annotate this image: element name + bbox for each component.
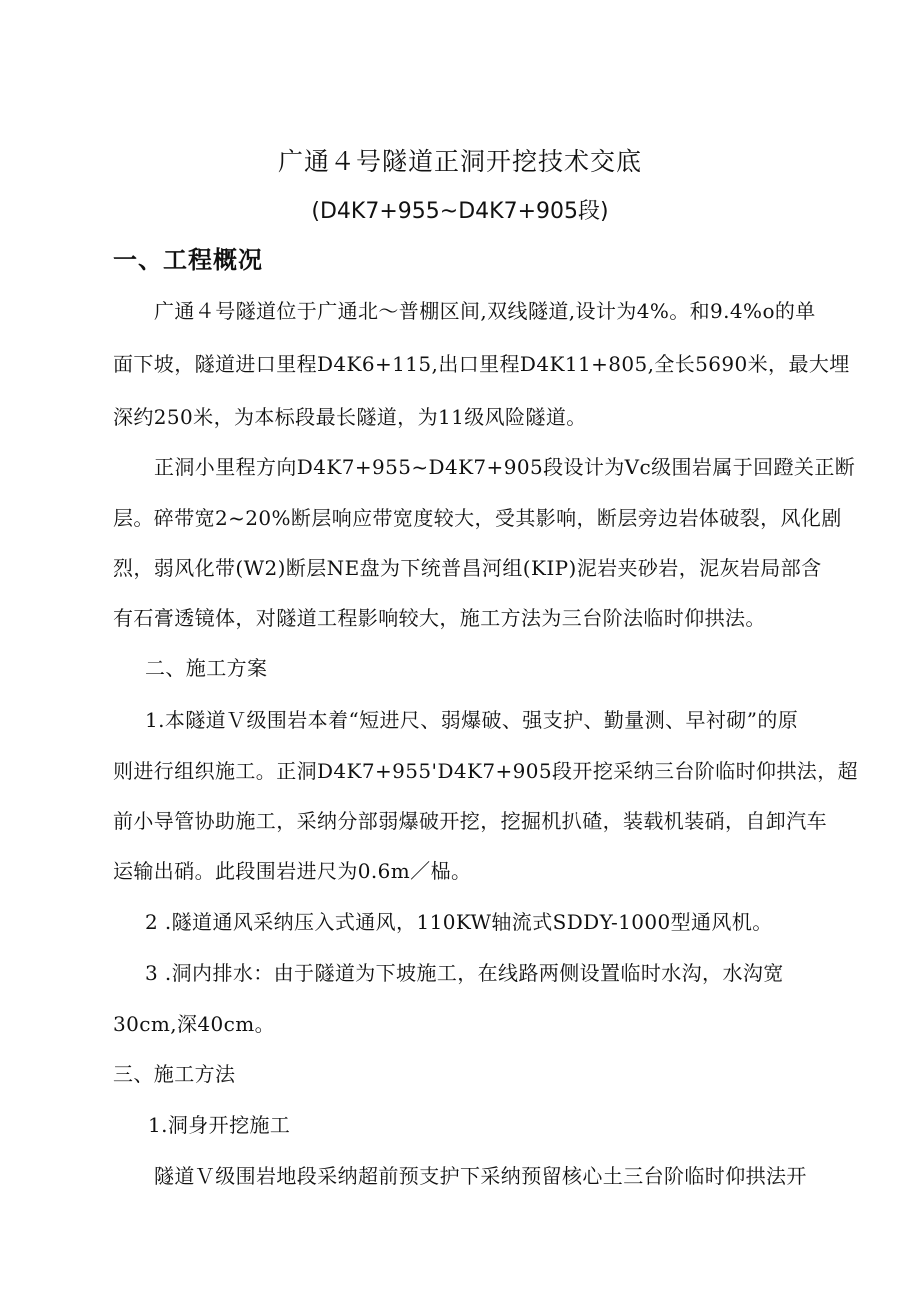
paragraph-line: 面下坡，隧道进口里程D4K6+115,出口里程D4K11+805,全长5690米，最大埋: [113, 352, 850, 376]
list-item-line: 则进行组织施工。正洞D4K7+955'D4K7+905段开挖采纳三台阶临时仰拱法，超: [113, 759, 859, 783]
list-item-line: 2 .隧道通风采纳压入式通风，110KW轴流式SDDY-1000型通风机。: [145, 910, 773, 934]
document-subtitle: (D4K7+955~D4K7+905段): [311, 199, 609, 224]
paragraph-line: 层。碎带宽2~20%断层响应带宽度较大，受其影响，断层旁边岩体破裂，风化剧: [113, 506, 842, 530]
document-title: 广通４号隧道正洞开挖技术交底: [277, 147, 642, 176]
paragraph-line: 广通４号隧道位于广通北～普棚区间,双线隧道,设计为4%。和9.4%o的单: [154, 299, 816, 323]
section-heading-overview: 一、工程概况: [113, 246, 263, 274]
section-heading-plan: 二、施工方案: [145, 656, 268, 680]
list-item-line: 1.本隧道Ｖ级围岩本着“短进尺、弱爆破、强支护、勤量测、早衬砌”的原: [145, 708, 799, 732]
list-item-line: 运输出硝。此段围岩进尺为0.6m／榀。: [113, 859, 472, 883]
section-heading-method: 三、施工方法: [113, 1062, 236, 1086]
paragraph-line: 隧道Ｖ级围岩地段采纳超前预支护下采纳预留核心土三台阶临时仰拱法开: [154, 1164, 807, 1188]
paragraph-line: 深约250米，为本标段最长隧道，为11级风险隧道。: [113, 405, 587, 429]
list-item-line: 3 .洞内排水：由于隧道为下坡施工，在线路两侧设置临时水沟，水沟宽: [145, 961, 784, 985]
paragraph-line: 正洞小里程方向D4K7+955~D4K7+905段设计为Vc级围岩属于回蹬关正断: [154, 455, 856, 479]
paragraph-line: 有石膏透镜体，对隧道工程影响较大，施工方法为三台阶法临时仰拱法。: [113, 606, 766, 630]
list-item-line: 前小导管协助施工，采纳分部弱爆破开挖，挖掘机扒碴，装载机装硝，自卸汽车: [113, 809, 827, 833]
subsection-heading-excavation: 1.洞身开挖施工: [148, 1113, 291, 1137]
paragraph-line: 烈，弱风化带(W2)断层NE盘为下统普昌河组(KIP)泥岩夹砂岩，泥灰岩局部含: [113, 556, 822, 580]
list-item-line: 30cm,深40cm。: [113, 1012, 275, 1036]
